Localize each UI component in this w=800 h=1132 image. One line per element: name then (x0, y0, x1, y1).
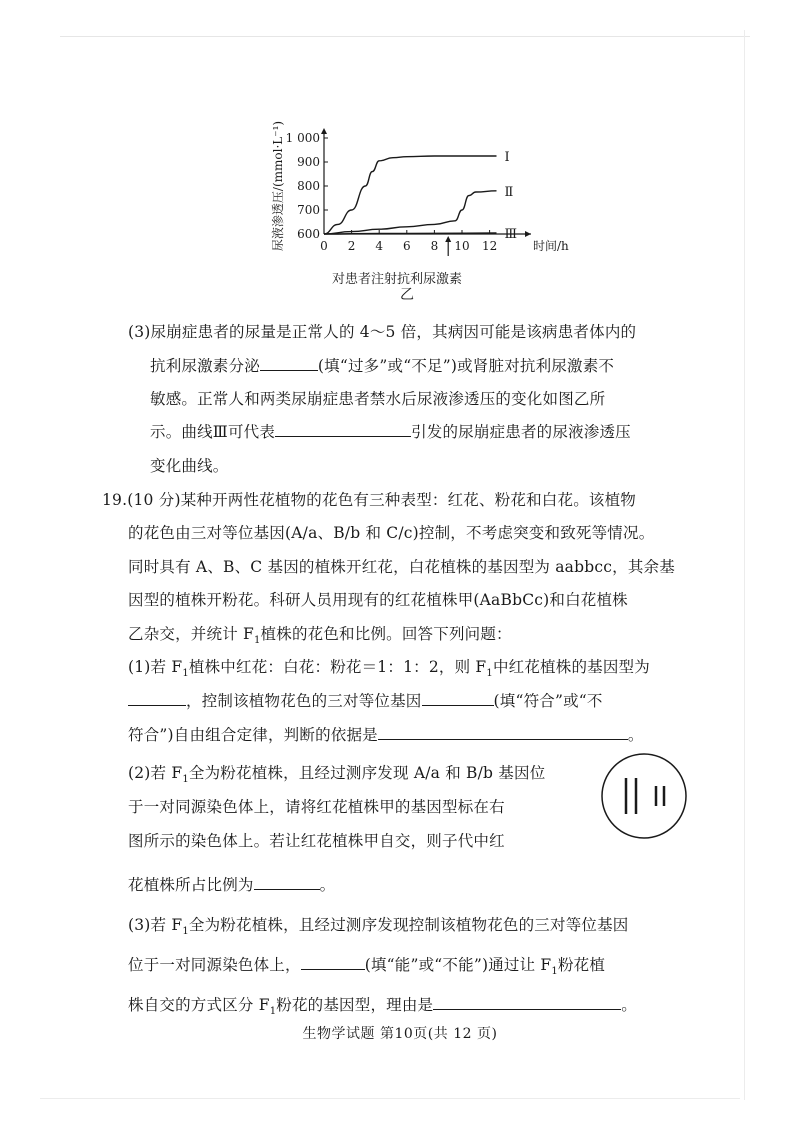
q19-1-text-b: 植株中红花：白花：粉花＝1：1：2，则 F (188, 658, 487, 676)
q19-1-line1 (128, 657, 650, 680)
x-tick-label-12: 12 (481, 239, 498, 253)
y-tick-label-600: 600 (297, 227, 320, 241)
x-axis-arrow (525, 231, 531, 237)
q19-intro-line3: 同时具有 A、B、C 基因的植株开红花，白花植株的基因型为 aabbcc，其余基 (128, 558, 675, 576)
x-tick-label-0: 0 (320, 239, 328, 253)
x-tick-label-4: 4 (375, 239, 384, 253)
series-label-3: Ⅲ (504, 227, 518, 243)
q19-1-line3 (128, 725, 644, 745)
series-label-2: Ⅱ (504, 184, 514, 200)
answer-blank-secretion[interactable] (260, 356, 318, 371)
x-tick-label-10: 10 (454, 239, 470, 253)
answer-blank-reason1[interactable] (378, 725, 628, 740)
chromosome-diagram[interactable] (600, 752, 688, 840)
subscript-1: 1 (253, 635, 261, 647)
q18-3-line4-text-a: 示。曲线Ⅲ可代表 (150, 423, 276, 441)
x-tick-label-8: 8 (430, 239, 439, 253)
q19-1-line2-text-b: (填“符合”或“不 (493, 692, 603, 710)
q18-3-line4-text-b: 引发的尿崩症患者的尿液渗透压 (411, 423, 631, 441)
answer-blank-reason3[interactable] (433, 995, 621, 1010)
answer-blank-can[interactable] (301, 955, 365, 970)
q19-2-line4 (128, 875, 335, 895)
q19-1-text-c: 中红花植株的基因型为 (492, 658, 650, 676)
q19-intro-line2: 的花色由三对等位基因(A/a、B/b 和 C/c)控制，不考虑突变和致死等情况。 (128, 524, 655, 542)
q19-3-text-a: (3)若 F (128, 916, 183, 934)
series-group (324, 150, 517, 242)
q19-intro-line4: 因型的植株开粉花。科研人员用现有的红花植株甲(AaBbCc)和白花植株 (128, 591, 628, 609)
q18-3-line3: 敏感。正常人和两类尿崩症患者禁水后尿液渗透压的变化如图乙所 (150, 390, 606, 408)
q19-intro-line5 (128, 624, 512, 647)
q19-1-line2-text-a: ，控制该植物花色的三对等位基因 (186, 692, 422, 710)
answer-blank-curve3[interactable] (275, 422, 411, 437)
chart-axes (321, 128, 531, 237)
q19-2-line4-text-b: 。 (319, 876, 336, 894)
x-tick-label-6: 6 (402, 239, 411, 253)
q19-3-line2 (128, 955, 606, 978)
q19-2-line4-text-a: 花植株所占比例为 (128, 876, 254, 894)
q19-2-line3: 图所示的染色体上。若让红花植株甲自交，则子代中红 (128, 832, 505, 850)
answer-blank-conform[interactable] (422, 691, 494, 706)
subscript-1: 1 (486, 668, 493, 680)
q19-3-line2-text-b: (填“能”或“不能”)通过让 F (364, 956, 552, 974)
q18-3-line2-text-a: 抗利尿激素分泌 (150, 357, 260, 375)
y-tick-label-700: 700 (297, 203, 320, 217)
y-axis-arrow (321, 128, 327, 134)
q19-1-text-a: (1)若 F (128, 658, 183, 676)
y-axis-label: 尿液渗透压/(mmol·L⁻¹) (271, 120, 285, 252)
y-ticks (286, 131, 328, 241)
subscript-1: 1 (182, 774, 189, 786)
q18-3-line2-text-b: (填“过多”或“不足”)或肾脏对抗利尿激素不 (317, 357, 615, 375)
q19-3-line3-text-a: 株自交的方式区分 F (128, 996, 270, 1014)
q18-3-line1: (3)尿崩症患者的尿量是正常人的 4～5 倍，其病因可能是该病患者体内的 (128, 323, 637, 341)
answer-blank-genotype[interactable] (128, 691, 186, 706)
q19-3-line2-text-c: 粉花植 (557, 956, 606, 974)
series-curve-2 (324, 191, 497, 234)
page-edge-top (60, 36, 750, 37)
q19-2-line2: 于一对同源染色体上，请将红花植株甲的基因型标在右 (128, 798, 505, 816)
q18-3-line4 (150, 422, 631, 442)
answer-blank-ratio[interactable] (254, 875, 320, 890)
subscript-1: 1 (182, 926, 189, 938)
subscript-1: 1 (551, 966, 558, 978)
q19-intro-line1: 19.(10 分)某种开两性花植物的花色有三种表型：红花、粉花和白花。该植物 (102, 491, 636, 509)
x-axis-label: 时间/h (533, 239, 569, 253)
q19-3-line3-text-b: 粉花的基因型，理由是 (276, 996, 434, 1014)
series-label-1: Ⅰ (504, 150, 510, 165)
injection-caption: 对患者注射抗利尿激素 (331, 272, 462, 287)
osmotic-pressure-chart (262, 120, 569, 272)
page-edge-bottom (40, 1098, 740, 1099)
q19-1-line3-text-b: 。 (627, 726, 644, 744)
q19-3-line2-text-a: 位于一对同源染色体上， (128, 956, 301, 974)
cell-circle (602, 754, 686, 838)
x-tick-label-2: 2 (347, 239, 356, 253)
injection-arrow-head (445, 236, 451, 242)
q18-3-line2 (150, 356, 614, 376)
q19-intro5-a: 乙杂交，并统计 F (128, 625, 254, 643)
q19-1-line2 (128, 691, 603, 711)
q19-1-line3-text-a: 符合”)自由组合定律，判断的依据是 (128, 726, 378, 744)
q19-3-line3 (128, 995, 637, 1018)
q19-intro5-b: 植株的花色和比例。回答下列问题： (260, 625, 512, 643)
q18-3-line5: 变化曲线。 (150, 457, 229, 475)
q19-2-line1 (128, 763, 546, 786)
y-tick-label-800: 800 (297, 179, 320, 193)
q19-3-line1 (128, 915, 629, 938)
page-footer: 生物学试题 第10页(共 12 页) (302, 1026, 498, 1042)
y-tick-label-1000: 1 000 (285, 131, 320, 145)
y-tick-label-900: 900 (297, 155, 320, 169)
q19-3-text-b: 全为粉花植株，且经过测序发现控制该植物花色的三对等位基因 (188, 916, 629, 934)
q19-3-line3-text-c: 。 (621, 996, 637, 1014)
page-edge-right (744, 30, 745, 1100)
figure-yi (262, 120, 569, 307)
q19-2-text-a: (2)若 F (128, 764, 183, 782)
q19-2-text-b: 全为粉花植株，且经过测序发现 A/a 和 B/b 基因位 (188, 764, 546, 782)
subfigure-label: 乙 (400, 287, 414, 303)
subscript-1: 1 (269, 1006, 277, 1018)
subscript-1: 1 (182, 668, 189, 680)
